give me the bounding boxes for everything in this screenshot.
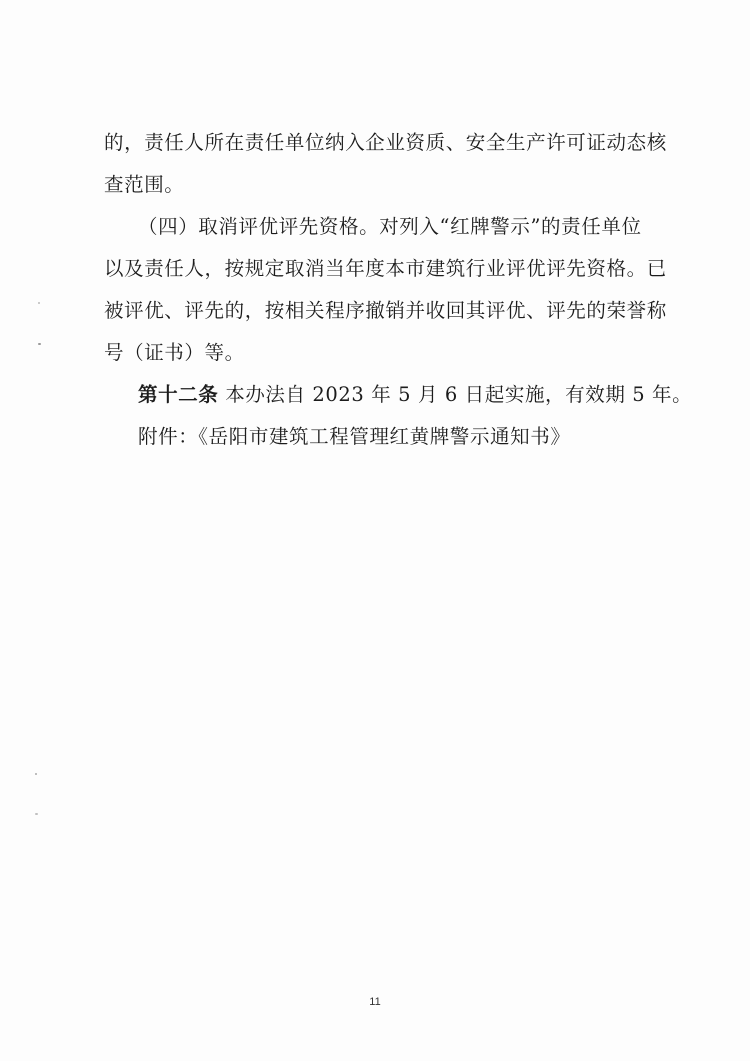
- scan-speck: [38, 302, 40, 304]
- page-number: 11: [369, 996, 381, 1008]
- scan-speck: [35, 813, 38, 815]
- paragraph-line-2: 查范围。: [104, 173, 185, 196]
- scan-speck: [38, 343, 41, 345]
- paragraph-line-4: 以及责任人，按规定取消当年度本市建筑行业评优评先资格。已: [104, 257, 667, 280]
- paragraph-line-1: 的，责任人所在责任单位纳入企业资质、安全生产许可证动态核: [104, 131, 667, 154]
- paragraph-line-6: 号（证书）等。: [104, 341, 245, 364]
- paragraph-line-5: 被评优、评先的，按相关程序撤销并收回其评优、评先的荣誉称: [104, 299, 667, 322]
- scan-speck: [35, 773, 37, 775]
- paragraph-line-3: （四）取消评优评先资格。对列入“红牌警示”的责任单位: [138, 215, 642, 238]
- article-12: [138, 381, 698, 409]
- article-12-text: 本办法自 2023 年 5 月 6 日起实施，有效期 5 年。: [225, 383, 693, 406]
- article-12-heading: 第十二条: [138, 383, 219, 406]
- attachment-line: 附件：《岳阳市建筑工程管理红黄牌警示通知书》: [138, 425, 571, 448]
